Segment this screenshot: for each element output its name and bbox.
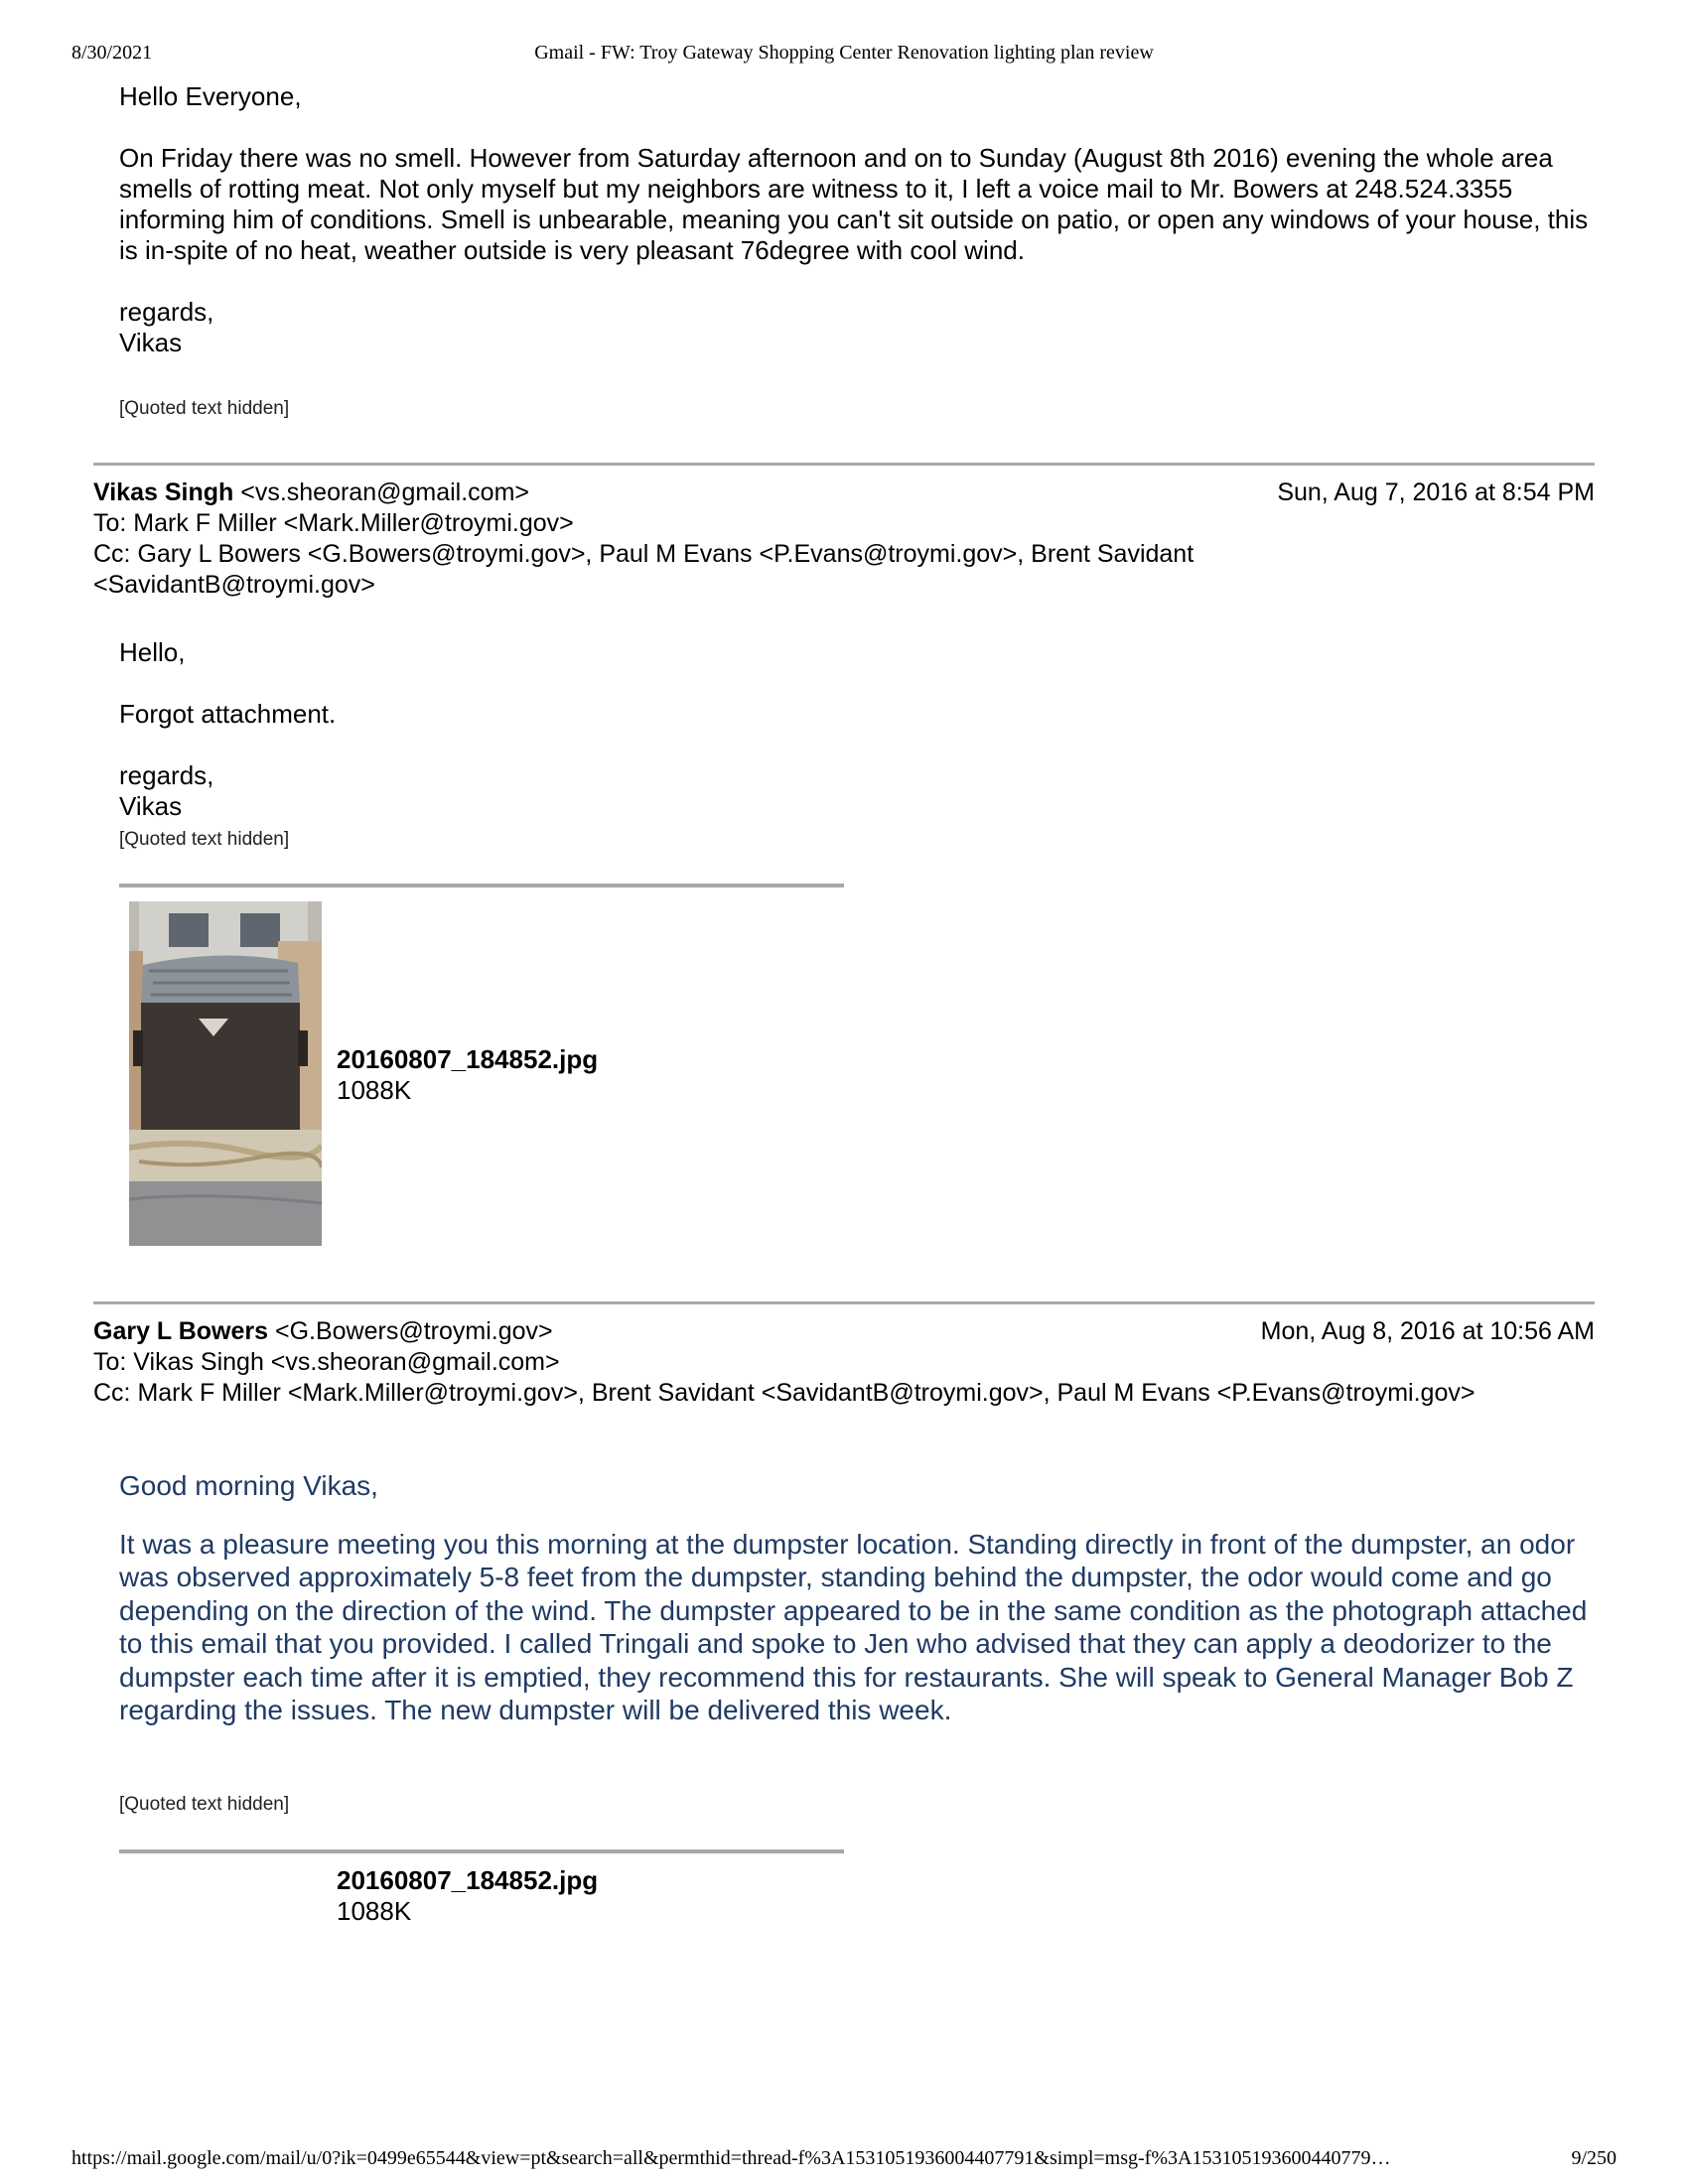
- print-url: https://mail.google.com/mail/u/0?ik=0499e65544&view=pt&search=all&permthid=thread-f%3A1531051936004407791&simpl=msg-f%3A153105193600440779…: [71, 2147, 1391, 2169]
- second-message-text: Forgot attachment.: [119, 699, 337, 729]
- attachment-divider: [119, 884, 844, 887]
- message-divider: [93, 463, 1595, 466]
- third-message-to: To: Vikas Singh <vs.sheoran@gmail.com>: [93, 1348, 560, 1376]
- second-message-date: Sun, Aug 7, 2016 at 8:54 PM: [1277, 478, 1595, 506]
- second-message-to: To: Mark F Miller <Mark.Miller@troymi.gov>: [93, 509, 574, 537]
- third-message-sender-name: Gary L Bowers: [93, 1317, 269, 1345]
- attachment-file-size: 1088K: [337, 1075, 412, 1105]
- page-number: 9/250: [1571, 2147, 1617, 2169]
- first-message-signature: Vikas: [119, 328, 183, 357]
- attachment-thumbnail[interactable]: [129, 901, 322, 1246]
- first-message-text: On Friday there was no smell. However from Saturday afternoon and on to Sunday (August 8th 2016) evening the whole area smells of rotting meat. Not only myself but my neighbors are witness to it, I left a voice mail to Mr. Bowers at 248.524.3355 informing him of conditions. Smell is unbearable, meaning you can't sit outside on patio, or open any windows of your house, this is in-spite of no heat, weather outside is very pleasant 76degree with cool wind.: [119, 143, 1589, 265]
- third-message-greeting: Good morning Vikas,: [119, 1470, 378, 1501]
- first-message-signoff: regards,: [119, 297, 214, 327]
- print-header: [71, 42, 1617, 68]
- attachment-filename-link[interactable]: 20160807_184852.jpg: [337, 1044, 599, 1074]
- first-message-body: [119, 81, 1589, 358]
- second-message-signature: Vikas: [119, 791, 183, 821]
- third-message-header: [93, 1316, 1595, 1409]
- print-footer: [71, 2147, 1617, 2173]
- attachment-divider: [119, 1849, 844, 1853]
- second-message-signoff: regards,: [119, 760, 214, 790]
- dumpster-photo-icon: [129, 901, 322, 1246]
- second-message-greeting: Hello,: [119, 637, 186, 667]
- first-message-greeting: Hello Everyone,: [119, 81, 302, 111]
- second-message-quoted-toggle[interactable]: [Quoted text hidden]: [119, 829, 290, 850]
- third-message-body: [119, 1469, 1589, 1727]
- message-divider: [93, 1301, 1595, 1304]
- second-message-body: [119, 637, 1589, 822]
- third-message-cc: Cc: Mark F Miller <Mark.Miller@troymi.gov>, Brent Savidant <SavidantB@troymi.gov>, Paul M Evans <P.Evans@troymi.gov>: [93, 1379, 1476, 1407]
- third-message-quoted-toggle[interactable]: [Quoted text hidden]: [119, 1794, 290, 1815]
- second-message-sender-email: <vs.sheoran@gmail.com>: [240, 478, 530, 506]
- print-title: Gmail - FW: Troy Gateway Shopping Center Renovation lighting plan review: [534, 42, 1154, 64]
- attachment-file-size: 1088K: [337, 1896, 412, 1926]
- second-message-header: [93, 478, 1595, 601]
- third-message-text: It was a pleasure meeting you this morning at the dumpster location. Standing directly in front of the dumpster, an odor was observed approximately 5-8 feet from the dumpster, standing behind the dumpster, the odor would come and go depending on the direction of the wind. The dumpster appeared to be in the same condition as the photograph attached to this email that you provided. I called Tringali and spoke to Jen who advised that they can apply a deodorizer to the dumpster each time after it is emptied, they recommend this for restaurants. She will speak to General Manager Bob Z regarding the issues. The new dumpster will be delivered this week.: [119, 1528, 1588, 1725]
- third-message-date: Mon, Aug 8, 2016 at 10:56 AM: [1260, 1317, 1595, 1345]
- print-date: 8/30/2021: [71, 42, 153, 64]
- second-message-sender-name: Vikas Singh: [93, 478, 234, 506]
- second-message-cc-continued: <SavidantB@troymi.gov>: [93, 571, 375, 599]
- attachment-filename-link[interactable]: 20160807_184852.jpg: [337, 1865, 599, 1895]
- third-message-sender-email: <G.Bowers@troymi.gov>: [274, 1317, 553, 1345]
- first-message-quoted-toggle[interactable]: [Quoted text hidden]: [119, 398, 290, 419]
- second-message-cc: Cc: Gary L Bowers <G.Bowers@troymi.gov>, Paul M Evans <P.Evans@troymi.gov>, Brent Savidant: [93, 540, 1195, 568]
